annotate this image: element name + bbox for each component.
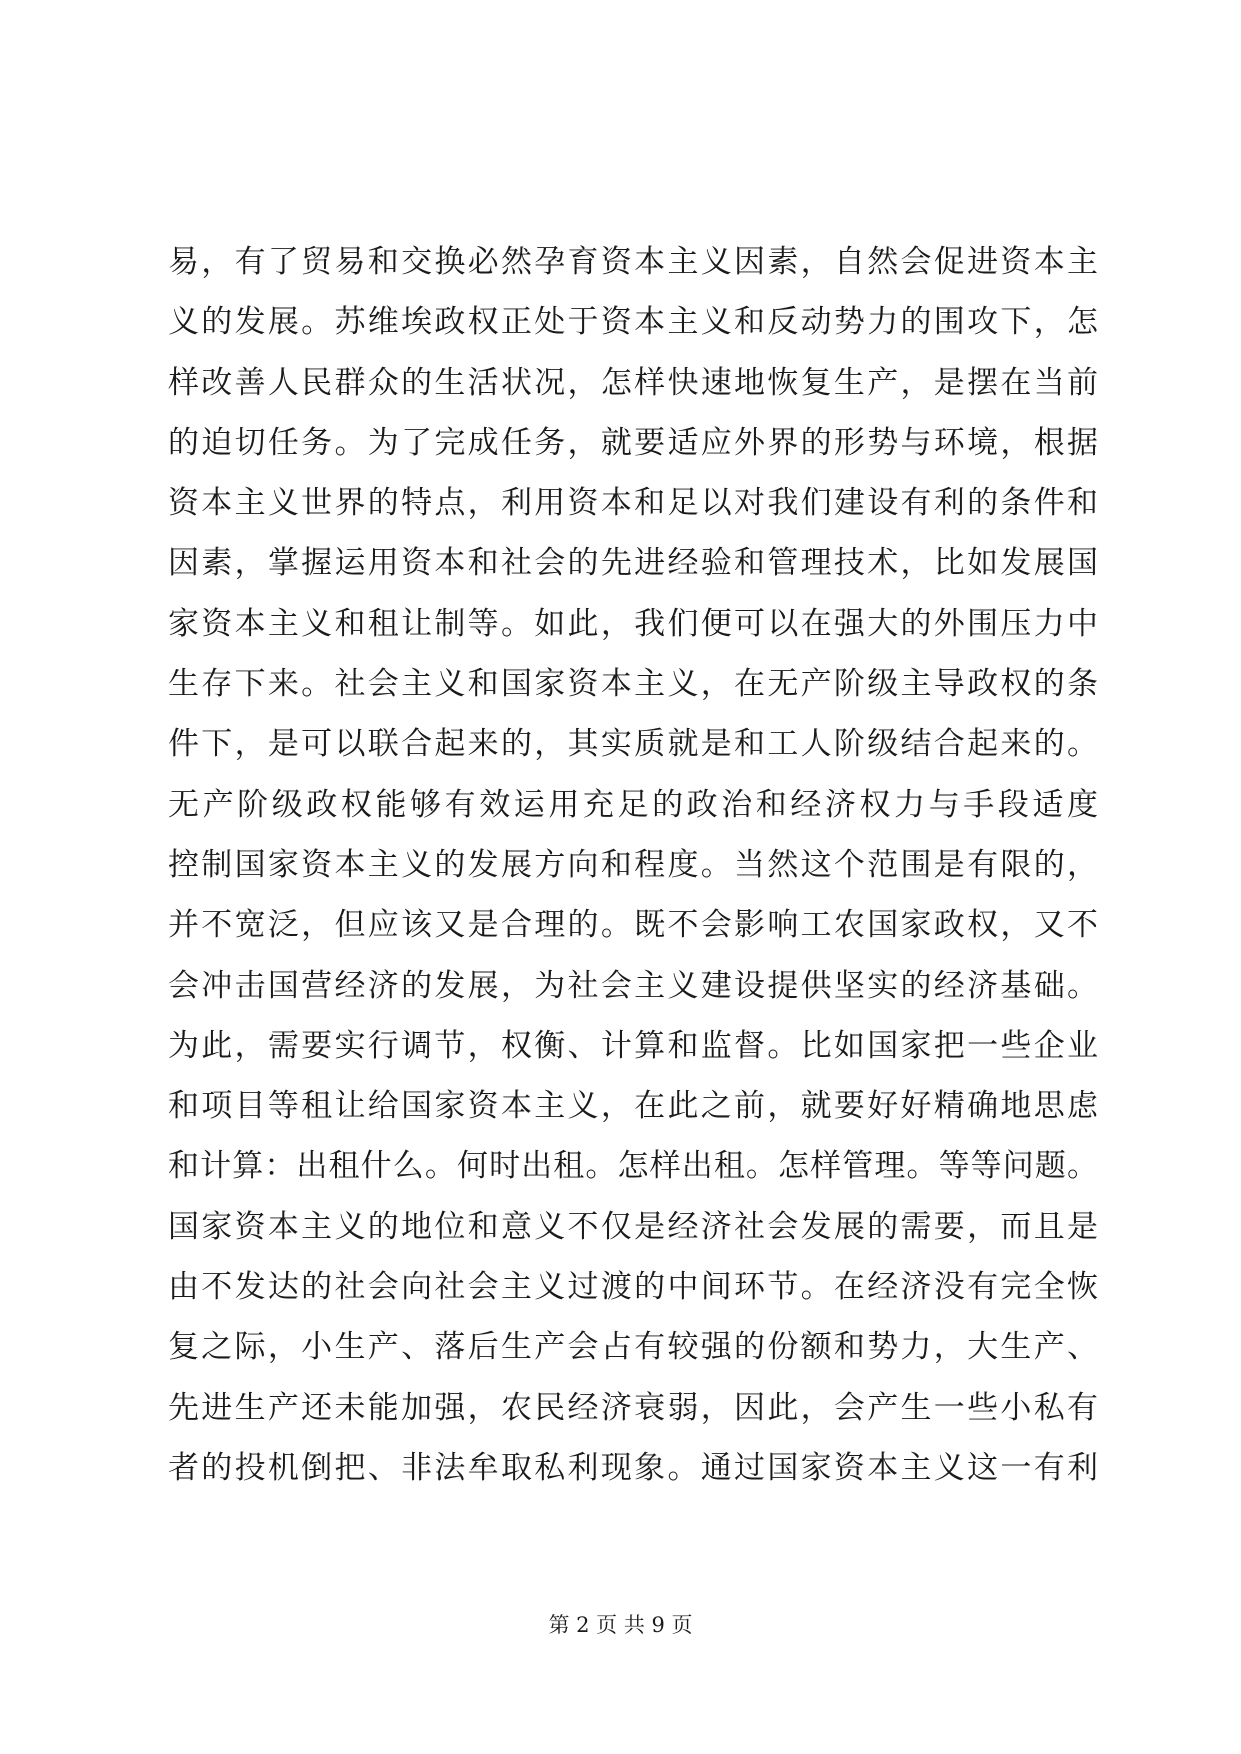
text-line-7: 家资本主义和租让制等。如此，我们便可以在强大的外围压力中 [168, 605, 1098, 642]
text-line-11: 控制国家资本主义的发展方向和程度。当然这个范围是有限的， [168, 846, 1098, 883]
body-text [168, 232, 1098, 1498]
page-footer: 第 2 页 共 9 页 [548, 1613, 693, 1637]
text-line-20: 先进生产还未能加强，农民经济衰弱，因此，会产生一些小私有 [168, 1389, 1098, 1426]
text-line-4: 的迫切任务。为了完成任务，就要适应外界的形势与环境，根据 [168, 424, 1098, 461]
text-line-18: 由不发达的社会向社会主义过渡的中间环节。在经济没有完全恢 [168, 1269, 1098, 1306]
text-line-12: 并不宽泛，但应该又是合理的。既不会影响工农国家政权，又不 [168, 907, 1098, 944]
text-line-9: 件下，是可以联合起来的，其实质就是和工人阶级结合起来的。 [168, 726, 1098, 763]
text-line-1: 易，有了贸易和交换必然孕育资本主义因素，自然会促进资本主 [168, 244, 1098, 280]
text-line-5: 资本主义世界的特点，利用资本和足以对我们建设有利的条件和 [168, 485, 1098, 522]
text-line-14: 为此，需要实行调节，权衡、计算和监督。比如国家把一些企业 [168, 1027, 1098, 1064]
text-line-15: 和项目等租让给国家资本主义，在此之前，就要好好精确地思虑 [168, 1088, 1098, 1125]
text-line-3: 样改善人民群众的生活状况，怎样快速地恢复生产，是摆在当前 [168, 364, 1098, 401]
text-line-6: 因素，掌握运用资本和社会的先进经验和管理技术，比如发展国 [168, 545, 1098, 582]
text-line-10: 无产阶级政权能够有效运用充足的政治和经济权力与手段适度 [168, 786, 1098, 823]
text-line-16: 和计算：出租什么。何时出租。怎样出租。怎样管理。等等问题。 [168, 1148, 1098, 1185]
text-line-8: 生存下来。社会主义和国家资本主义，在无产阶级主导政权的条 [168, 666, 1098, 703]
text-line-19: 复之际，小生产、落后生产会占有较强的份额和势力，大生产、 [168, 1329, 1098, 1366]
text-line-21: 者的投机倒把、非法牟取私利现象。通过国家资本主义这一有利 [168, 1449, 1098, 1486]
text-line-17: 国家资本主义的地位和意义不仅是经济社会发展的需要，而且是 [168, 1208, 1098, 1245]
text-line-13: 会冲击国营经济的发展，为社会主义建设提供坚实的经济基础。 [168, 967, 1098, 1004]
text-line-2: 义的发展。苏维埃政权正处于资本主义和反动势力的围攻下，怎 [168, 304, 1098, 341]
